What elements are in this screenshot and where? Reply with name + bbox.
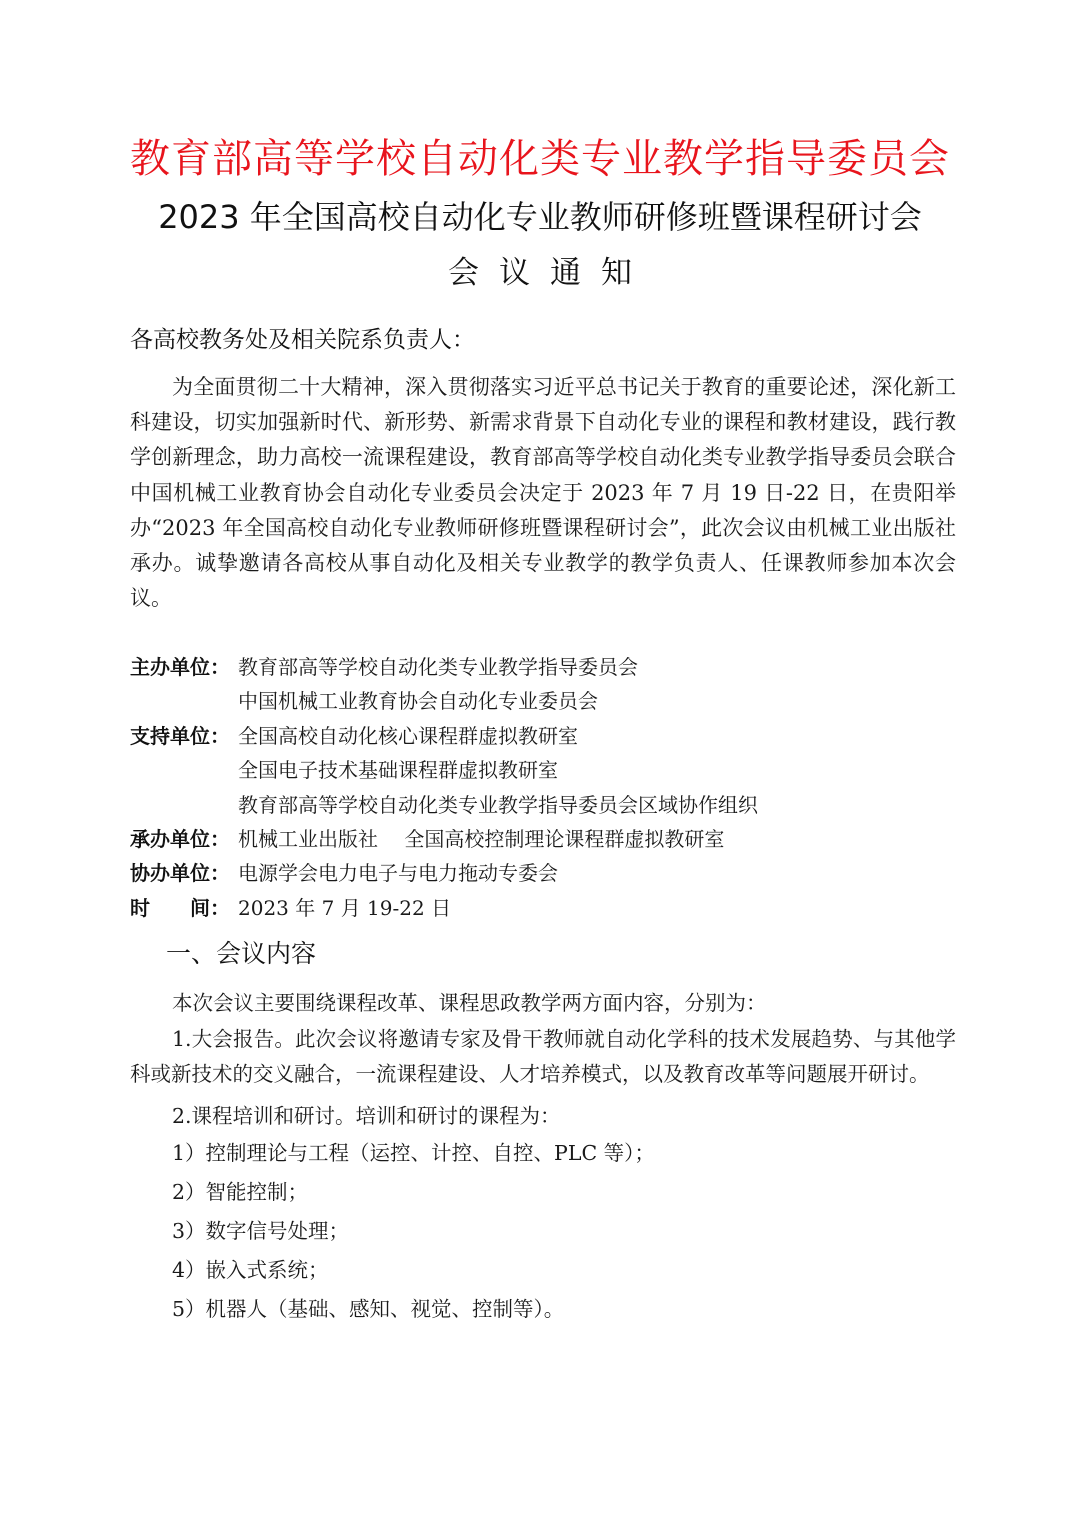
- host-value: 中国机械工业教育协会自动化专业委员会: [238, 689, 598, 714]
- support-value: 全国高校自动化核心课程群虚拟教研室: [238, 723, 578, 748]
- meeting-content: [130, 986, 956, 1328]
- event-info: [130, 650, 960, 925]
- content-intro: 本次会议主要围绕课程改革、课程思政教学两方面内容，分别为：: [172, 991, 767, 1015]
- time-label: 时 间：: [130, 895, 230, 920]
- notice-title: 会议通知: [448, 255, 652, 291]
- section-heading: 一、会议内容: [166, 939, 317, 968]
- support-value: 全国电子技术基础课程群虚拟教研室: [238, 758, 558, 783]
- co-organizer-label: 协办单位：: [130, 861, 230, 886]
- salutation: 各高校教务处及相关院系负责人：: [130, 327, 475, 353]
- support-label: 支持单位：: [130, 723, 230, 748]
- support-row: [130, 719, 960, 753]
- course-item: 1）控制理论与工程（运控、计控、自控、PLC 等）；: [172, 1141, 655, 1166]
- support-value: 教育部高等学校自动化类专业教学指导委员会区域协作组织: [238, 792, 758, 817]
- course-item: 5）机器人（基础、感知、视觉、控制等）。: [172, 1296, 565, 1321]
- course-item: 4）嵌入式系统；: [172, 1257, 329, 1282]
- course-item: 2）智能控制；: [172, 1180, 309, 1205]
- organizer-label: 承办单位：: [130, 826, 230, 851]
- event-title: 2023 年全国高校自动化专业教师研修班暨课程研讨会: [158, 198, 922, 236]
- support-row: [130, 788, 960, 822]
- time-value: 2023 年 7 月 19-22 日: [238, 895, 452, 920]
- support-row: [130, 753, 960, 787]
- intro-paragraph: 为全面贯彻二十大精神，深入贯彻落实习近平总书记关于教育的重要论述，深化新工科建设，切实加强新时代、新形势、新需求背景下自动化专业的课程和教材建设，践行教学创新理念，助力高校一流课程建设，教育部高等学校自动化类专业教学指导委员会联合中国机械工业教育协会自动化专业委员会决定于 2023 年 7 月 19 日-22 日，在贵阳举办“2023 年全国高校自动化专业教师研修班暨课程研讨会”，此次会议由机械工业出版社承办。诚挚邀请各高校从事自动化及相关专业教学的教学负责人、任课教师参加本次会议。: [130, 375, 956, 611]
- content-item-report: 1.大会报告。此次会议将邀请专家及骨干教师就自动化学科的技术发展趋势、与其他学科或新技术的交义融合，一流课程建设、人才培养模式，以及教育改革等问题展开研讨。: [130, 1026, 956, 1087]
- co-organizer-value: 电源学会电力电子与电力拖动专委会: [238, 861, 558, 886]
- host-row: [130, 650, 960, 684]
- organization-title: 教育部高等学校自动化类专业教学指导委员会: [130, 136, 950, 182]
- host-label: 主办单位：: [130, 655, 230, 679]
- content-item-training: 2.课程培训和研讨。培训和研讨的课程为：: [172, 1103, 561, 1128]
- host-value: 教育部高等学校自动化类专业教学指导委员会: [238, 655, 638, 679]
- organizer-row: [130, 822, 960, 856]
- co-organizer-row: [130, 856, 960, 890]
- organizer-value: 机械工业出版社 全国高校控制理论课程群虚拟教研室: [238, 826, 725, 851]
- time-row: [130, 891, 960, 925]
- host-row: [130, 684, 960, 718]
- course-item: 3）数字信号处理；: [172, 1218, 350, 1243]
